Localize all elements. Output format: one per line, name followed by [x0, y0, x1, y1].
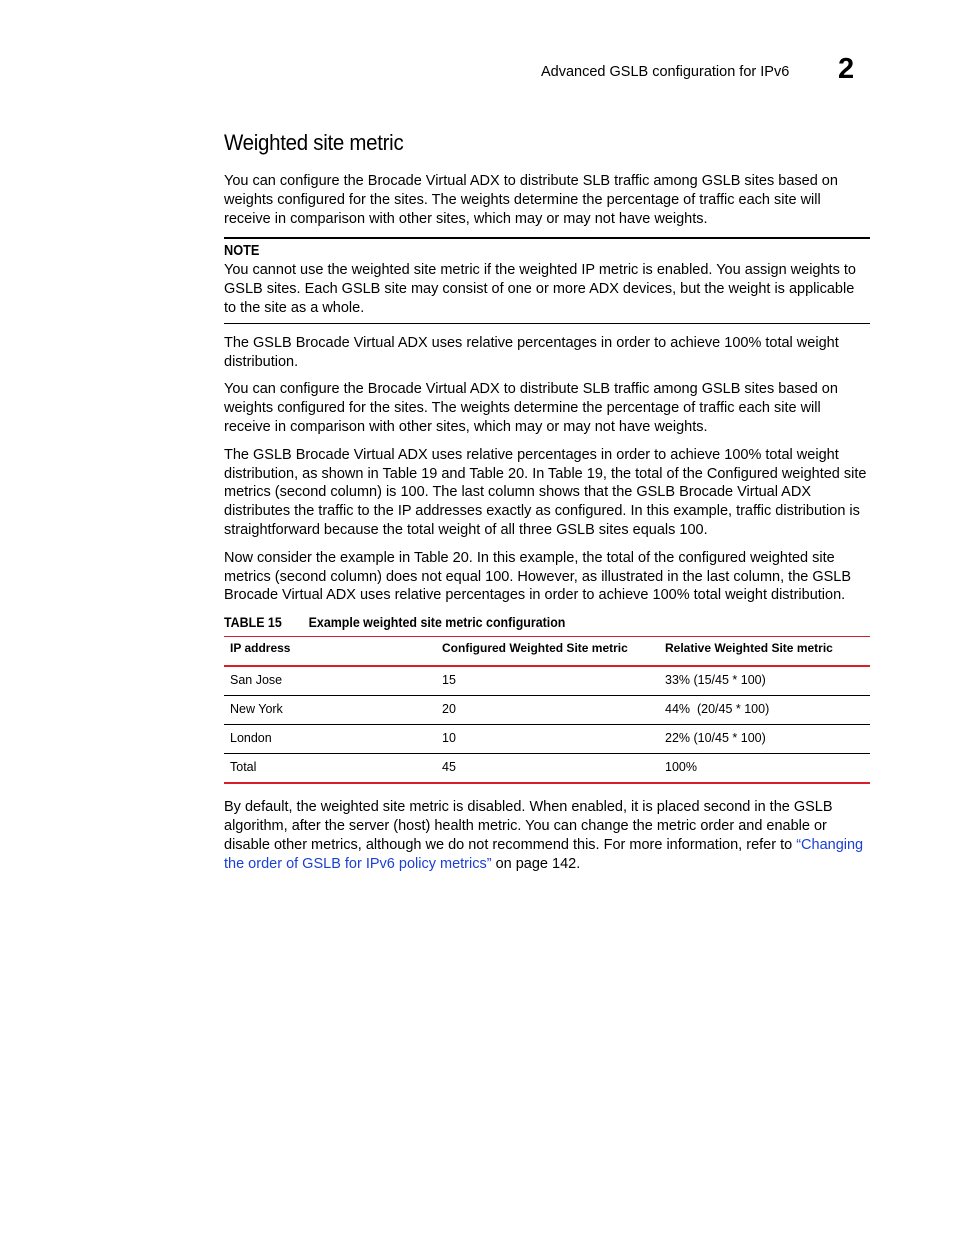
- table-cell: 20: [436, 696, 659, 725]
- chapter-number: 2: [838, 53, 855, 85]
- table-row: [224, 754, 870, 784]
- table-row: [224, 696, 870, 725]
- column-header: Configured Weighted Site metric: [442, 641, 628, 656]
- paragraph: The GSLB Brocade Virtual ADX uses relative percentages in order to achieve 100% total weight distribution.: [224, 334, 839, 370]
- table-cell: 44% (20/45 * 100): [659, 696, 870, 725]
- table-cell: London: [224, 725, 436, 754]
- table-caption: [224, 615, 818, 630]
- table-title: Example weighted site metric configuration: [308, 615, 566, 631]
- column-header: IP address: [230, 641, 291, 656]
- table-cell: 10: [436, 725, 659, 754]
- table-cell: San Jose: [224, 666, 436, 696]
- cross-reference-link[interactable]: “Changing the order of GSLB for IPv6 policy metrics”: [224, 836, 864, 872]
- page-content: [224, 130, 870, 882]
- section-title: Weighted site metric: [224, 130, 404, 155]
- table-cell: 33% (15/45 * 100): [659, 666, 870, 696]
- column-header: Relative Weighted Site metric: [665, 641, 833, 656]
- paragraph-text: on page 142.: [491, 855, 581, 872]
- paragraph: The GSLB Brocade Virtual ADX uses relative percentages in order to achieve 100% total weight distribution, as shown in Table 19 and Table 20. In Table 19, the total of the Configured weighted site metrics (second column) is 100. The last column shows that the GSLB Brocade Virtual ADX distributes the traffic to the IP addresses exactly as configured. In this example, traffic distribution is straightforward because the total weight of all three GSLB sites equals 100.: [224, 446, 867, 538]
- table-header-row: [224, 637, 870, 667]
- table-cell: Total: [224, 754, 436, 784]
- note-label: NOTE: [224, 243, 260, 260]
- paragraph: Now consider the example in Table 20. In this example, the total of the configured weighted site metrics (second column) does not equal 100. However, as illustrated in the last column, the GSLB Brocade Virtual ADX uses relative percentages in order to achieve 100% total weight distribution.: [224, 549, 852, 604]
- note-text: You cannot use the weighted site metric if the weighted IP metric is enabled. You assign weights to GSLB sites. Each GSLB site may consist of one or more ADX devices, but the weight is applicable to the site as a whole.: [224, 262, 856, 316]
- paragraph: You can configure the Brocade Virtual ADX to distribute SLB traffic among GSLB sites based on weights configured for the sites. The weights determine the percentage of traffic each site will receive in comparison with other sites, which may or may not have weights.: [224, 173, 838, 227]
- table-cell: New York: [224, 696, 436, 725]
- paragraph: You can configure the Brocade Virtual ADX to distribute SLB traffic among GSLB sites based on weights configured for the sites. The weights determine the percentage of traffic each site will receive in comparison with other sites, which may or may not have weights.: [224, 381, 838, 435]
- table-cell: 22% (10/45 * 100): [659, 725, 870, 754]
- paragraph-text: By default, the weighted site metric is disabled. When enabled, it is placed second in the GSLB algorithm, after the server (host) health metric. You can change the metric order and enable or disable other metrics, although we do not recommend this. For more information, refer to: [224, 799, 833, 853]
- running-header: Advanced GSLB configuration for IPv6: [541, 64, 790, 80]
- table-number: TABLE 15: [224, 615, 282, 631]
- weighted-metric-table: [224, 636, 870, 784]
- table-row: [224, 725, 870, 754]
- table-cell: 100%: [659, 754, 870, 784]
- table-cell: 45: [436, 754, 659, 784]
- table-cell: 15: [436, 666, 659, 696]
- note-box: [224, 237, 870, 323]
- paragraph: [224, 798, 870, 873]
- table-row: [224, 666, 870, 696]
